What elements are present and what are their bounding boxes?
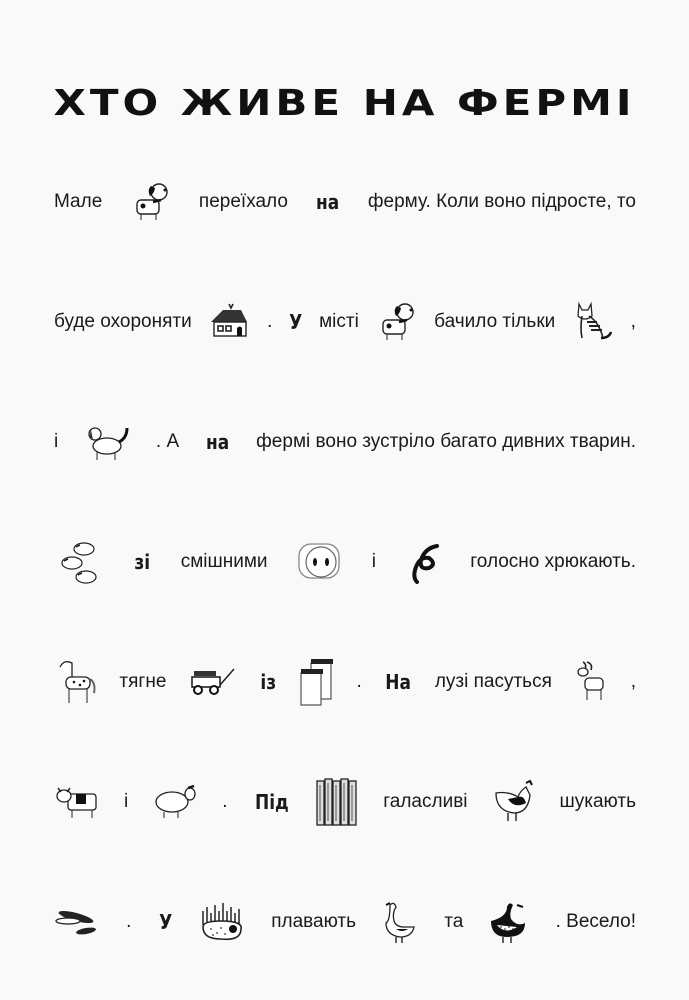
story-text-segment: . xyxy=(222,791,228,812)
story-text-segment: місті xyxy=(319,311,359,332)
story-text-segment: . xyxy=(267,311,273,332)
snout-icon xyxy=(297,542,343,582)
story-text-segment: ферму. Коли воно підросте, то xyxy=(367,191,636,212)
dog-icon xyxy=(83,420,131,464)
story-text-segment: , xyxy=(630,671,636,692)
puppy-icon xyxy=(375,300,419,344)
bold-word: на xyxy=(316,190,340,214)
sheep-icon xyxy=(152,782,198,822)
horse-icon xyxy=(54,657,98,707)
goose-icon xyxy=(382,899,418,945)
story-line xyxy=(54,292,636,352)
fence-icon xyxy=(315,777,359,827)
story-text-segment: Мале xyxy=(54,191,103,212)
bold-word: Під xyxy=(254,790,289,814)
story-text-segment: плавають xyxy=(271,911,357,932)
goat-icon xyxy=(573,660,609,704)
story-text-segment: та xyxy=(444,911,464,932)
hen-icon xyxy=(492,779,536,825)
story-text-segment: і xyxy=(371,551,377,572)
story-text-segment: . xyxy=(126,911,132,932)
story-text-segment: . А xyxy=(155,431,180,452)
bold-word: на xyxy=(206,430,230,454)
story-text-segment: фермі воно зустріло багато дивних тварин. xyxy=(256,431,636,452)
story-text-segment: і xyxy=(124,791,129,812)
story-text-segment: тягне xyxy=(119,671,167,692)
bold-word: зі xyxy=(134,550,151,574)
bold-word: У xyxy=(158,910,172,934)
story-text-segment: бачило тільки xyxy=(434,311,556,332)
story-line xyxy=(54,652,636,712)
pond-icon xyxy=(199,901,245,943)
story-line xyxy=(54,892,636,952)
story-text-segment: лузі пасуться xyxy=(434,671,552,692)
story-text-segment: . xyxy=(356,671,362,692)
story-line xyxy=(54,412,636,472)
bold-word: із xyxy=(260,670,277,694)
duck-icon xyxy=(489,899,529,945)
story-line xyxy=(54,172,636,232)
curly-tail-icon xyxy=(405,540,441,584)
story-text-segment: голосно хрюкають. xyxy=(470,551,636,572)
cart-icon xyxy=(188,667,238,697)
bold-word: На xyxy=(385,670,412,694)
page-title: ХТО ЖИВЕ НА ФЕРМІ xyxy=(53,81,636,124)
cow-icon xyxy=(54,782,100,822)
cat-icon xyxy=(571,300,615,344)
story-text-segment: , xyxy=(630,311,636,332)
story-line xyxy=(54,772,636,832)
house-icon xyxy=(207,302,251,342)
seeds-icon xyxy=(54,907,100,937)
story-text-segment: . Весело! xyxy=(555,911,636,932)
story-text-segment: шукають xyxy=(559,791,636,812)
story-line xyxy=(54,532,636,592)
sacks-icon xyxy=(299,657,335,707)
piglets-icon xyxy=(54,537,104,587)
story-text-segment: переїхало xyxy=(198,191,288,212)
story-text-segment: галасливі xyxy=(383,791,468,812)
puppy-icon xyxy=(129,180,173,224)
story-text-segment: і xyxy=(54,431,59,452)
bold-word: У xyxy=(289,310,303,334)
story-text-segment: буде охороняти xyxy=(54,311,192,332)
story-text-segment: смішними xyxy=(180,551,268,572)
